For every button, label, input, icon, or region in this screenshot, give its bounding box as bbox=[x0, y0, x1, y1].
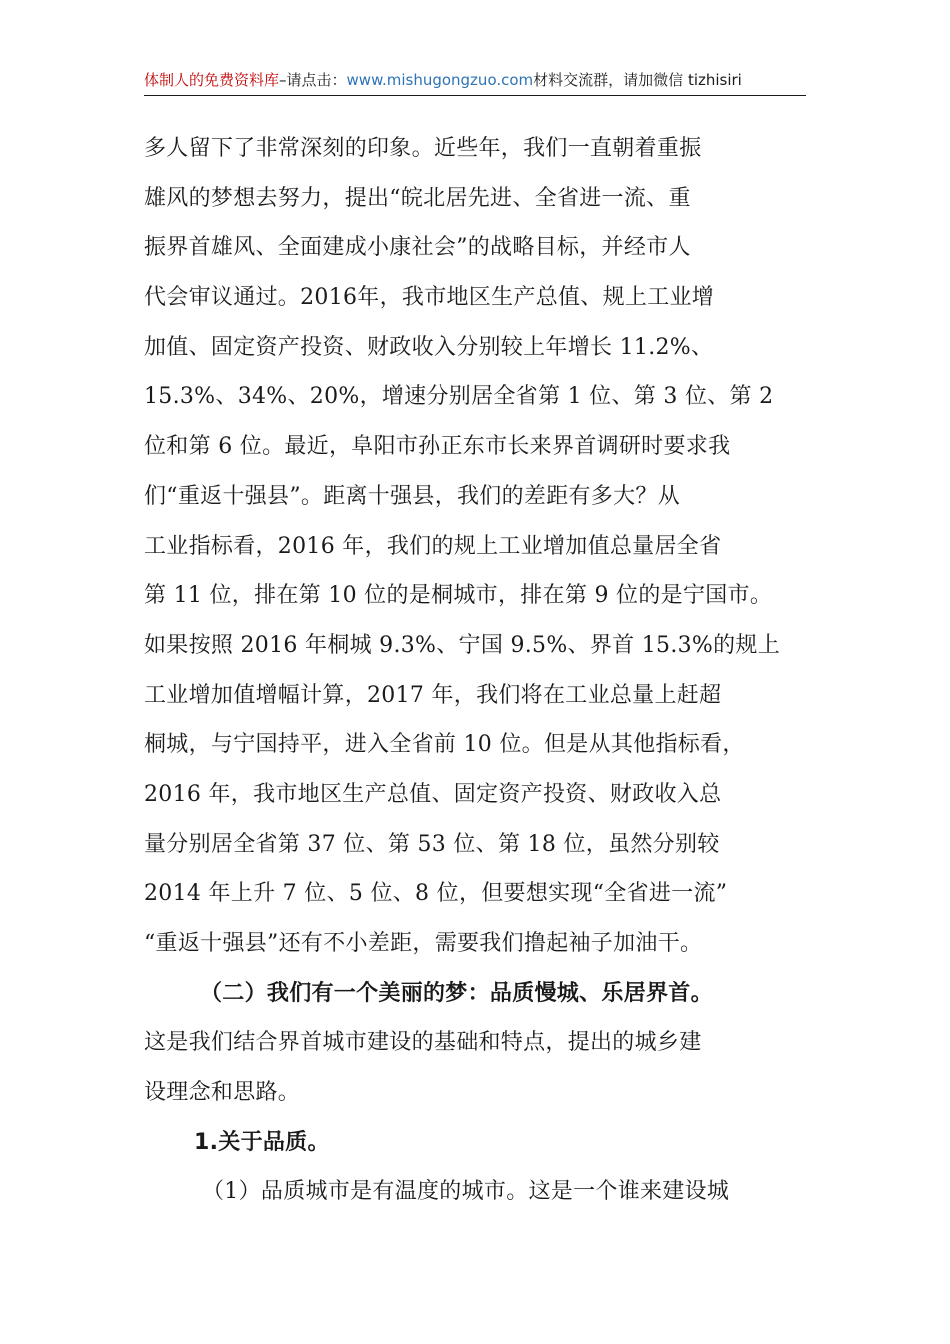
body-line: 加值、固定资产投资、财政收入分别较上年增长 11.2%、 bbox=[144, 334, 714, 360]
body-line: 桐城，与宁国持平，进入全省前 10 位。但是从其他指标看， bbox=[144, 732, 745, 758]
body-line: 振界首雄风、全面建成小康社会”的战略目标，并经市人 bbox=[144, 235, 691, 261]
body-line: 代会审议通过。2016年，我市地区生产总值、规上工业增 bbox=[144, 285, 715, 311]
header-contact: 材料交流群，请加微信 tizhisiri bbox=[533, 71, 742, 89]
body-line: 雄风的梦想去努力，提出“皖北居先进、全省进一流、重 bbox=[144, 185, 691, 211]
body-line: 如果按照 2016 年桐城 9.3%、宁国 9.5%、界首 15.3%的规上 bbox=[144, 632, 781, 658]
document-body bbox=[144, 124, 824, 1217]
body-line: “重返十强县”还有不小差距，需要我们撸起袖子加油干。 bbox=[144, 931, 703, 956]
item-line: （1）品质城市是有温度的城市。这是一个谁来建设城 bbox=[202, 1179, 730, 1205]
section-line: 设理念和思路。 bbox=[144, 1080, 301, 1106]
header-url-link[interactable]: www.mishugongzuo.com bbox=[346, 71, 534, 89]
page-header bbox=[144, 68, 806, 92]
body-line: 位和第 6 位。最近，阜阳市孙正东市长来界首调研时要求我 bbox=[144, 434, 731, 460]
header-prompt: –请点击： bbox=[279, 71, 347, 89]
header-brand[interactable]: 体制人的免费资料库 bbox=[144, 71, 280, 89]
section-heading: （二）我们有一个美丽的梦：品质慢城、乐居界首。 bbox=[200, 980, 713, 1006]
body-line: 工业增加值增幅计算，2017 年，我们将在工业总量上赶超 bbox=[144, 682, 722, 708]
subheading: 1.关于品质。 bbox=[194, 1129, 330, 1155]
body-line: 们“重返十强县”。距离十强县，我们的差距有多大？从 bbox=[144, 483, 680, 509]
body-line: 第 11 位，排在第 10 位的是桐城市，排在第 9 位的是宁国市。 bbox=[144, 583, 773, 609]
body-line: 多人留下了非常深刻的印象。近些年，我们一直朝着重振 bbox=[144, 136, 702, 161]
body-line: 2016 年，我市地区生产总值、固定资产投资、财政收入总 bbox=[144, 781, 722, 807]
body-line: 15.3%、34%、20%，增速分别居全省第 1 位、第 3 位、第 2 bbox=[144, 384, 774, 410]
body-line: 量分别居全省第 37 位、第 53 位、第 18 位，虽然分别较 bbox=[144, 831, 720, 857]
body-line: 2014 年上升 7 位、5 位、8 位，但要想实现“全省进一流” bbox=[144, 881, 728, 907]
section-line: 这是我们结合界首城市建设的基础和特点，提出的城乡建 bbox=[144, 1030, 702, 1056]
body-line: 工业指标看，2016 年，我们的规上工业增加值总量居全省 bbox=[144, 533, 722, 559]
header-divider bbox=[144, 95, 806, 96]
